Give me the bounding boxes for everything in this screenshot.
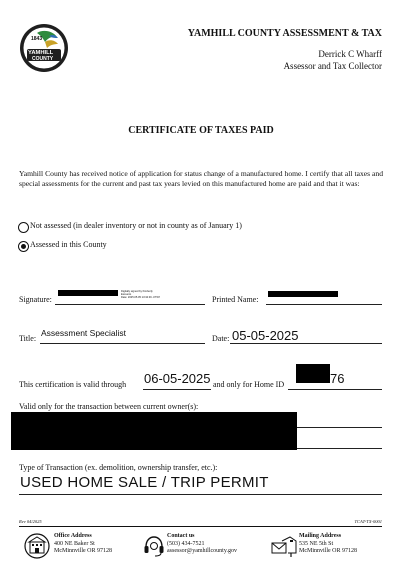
office-address-block [54,533,112,556]
home-id-value: 76 [330,371,345,386]
redacted-printed-name [268,291,338,297]
title-value: Assessment Specialist [41,328,127,338]
date-label: Date: [212,334,230,343]
mailing-address-block [299,533,357,556]
logo-name-line2: COUNTY [32,56,54,62]
valid-through-line [143,389,211,390]
transaction-line [19,494,382,495]
digital-signature-stamp [121,290,201,299]
signature-note-line3: Date: 2025.05.05 13:34:46 -07'00' [121,296,161,299]
form-id: TCAT-TX-0001 [354,519,382,524]
redacted-home-id [296,364,330,383]
agency-name: YAMHILL COUNTY ASSESSMENT & TAX [187,28,382,39]
signature-note-line1: Digitally signed by Kimberly [121,290,153,293]
office-line2: McMinnville OR 97128 [54,548,112,554]
contact-email[interactable]: assessor@yamhillcounty.gov [167,548,237,554]
logo-name-line1: YAMHILL [28,50,54,56]
transaction-label: Type of Transaction (ex. demolition, ownership transfer, etc.): [19,463,218,472]
logo-year: 1843 [31,36,43,42]
radio-selected-dot [21,244,26,249]
home-id-label: and only for Home ID [213,380,285,389]
mail-line1: 535 NE 5th St [299,540,334,547]
signature-label: Signature: [19,295,52,304]
county-logo [19,23,69,73]
not-assessed-label: Not assessed (in dealer inventory or not in county as of January 1) [30,221,242,230]
owners-label: Valid only for the transaction between current owner(s): [19,402,199,411]
contact-block [167,533,237,556]
office-line1: 400 NE Baker St [54,540,95,547]
contact-title: Contact us [167,533,195,539]
office-title: Office Address [54,533,92,539]
mail-line2: McMinnville OR 97128 [299,548,357,554]
county-seal-icon [19,23,69,73]
redacted-owners [11,412,297,450]
title-label: Title: [19,334,37,343]
printed-name-label: Printed Name: [212,295,259,304]
contact-phone[interactable]: (503) 434-7521 [167,540,205,547]
printed-name-line [266,304,382,305]
title-line [40,343,205,344]
date-line [230,343,382,344]
office-building-icon [24,533,50,559]
not-assessed-radio[interactable] [18,222,29,233]
revision-date: Rev 04/2025 [19,519,42,524]
intro-paragraph: Yamhill County has received notice of application for status change of a manufactured home. I certify that all taxes and special assessments for the current and past tax years levied on this manufactured home are paid and that it was: [19,169,383,188]
assessed-label: Assessed in this County [30,240,107,249]
home-id-line [288,389,382,390]
redacted-signature [58,290,118,296]
signature-note-line2: Escuerto [121,293,132,296]
footer-divider [19,526,382,527]
signature-line [55,304,205,305]
headset-icon [143,534,165,558]
date-value: 05-05-2025 [232,328,299,343]
assessor-name: Derrick C Wharff [318,49,382,59]
assessor-role: Assessor and Tax Collector [283,61,382,71]
transaction-value: USED HOME SALE / TRIP PERMIT [20,474,269,491]
assessed-radio[interactable] [18,241,29,252]
valid-through-value: 06-05-2025 [144,371,211,386]
document-title: CERTIFICATE OF TAXES PAID [128,125,274,136]
mail-title: Mailing Address [299,533,342,539]
valid-through-label: This certification is valid through [19,380,127,389]
mailbox-icon [270,534,298,558]
